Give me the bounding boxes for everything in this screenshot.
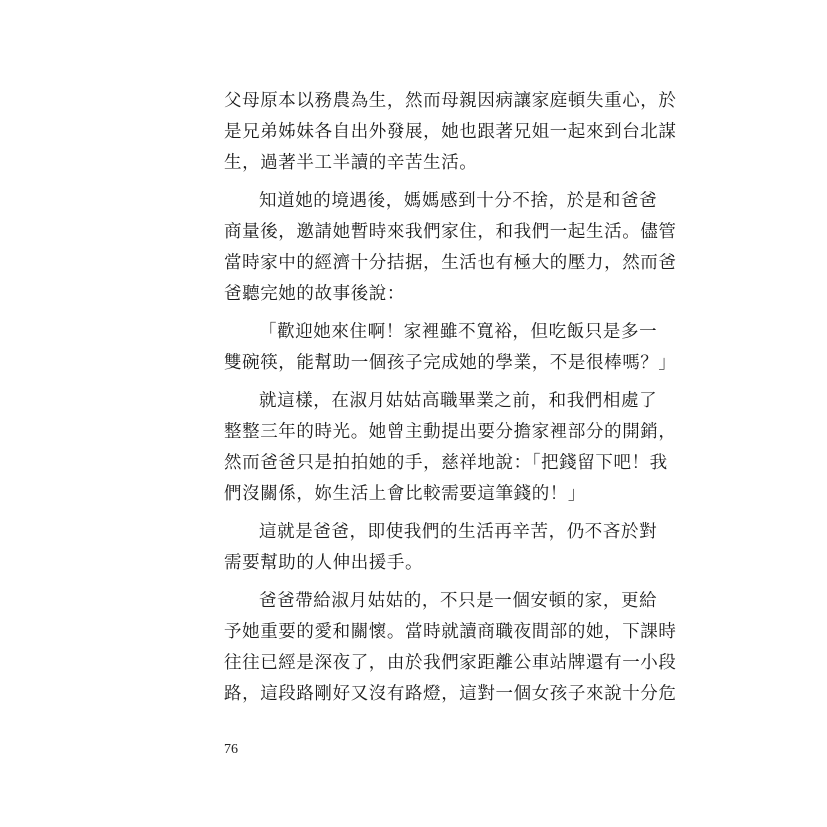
text-line: 整整三年的時光。她曾主動提出要分擔家裡部分的開銷， [224, 422, 677, 442]
text-line: 予她重要的愛和關懷。當時就讀商職夜間部的她，下課時 [224, 622, 677, 642]
page-number: 76 [224, 742, 238, 757]
text-line: 需要幫助的人伸出援手。 [224, 553, 424, 573]
text-line: 這就是爸爸，即使我們的生活再辛苦，仍不吝於對 [259, 522, 658, 542]
text-line: 然而爸爸只是拍拍她的手，慈祥地說：「把錢留下吧！我 [224, 453, 668, 473]
text-line: 們沒關係，妳生活上會比較需要這筆錢的！」 [224, 484, 586, 504]
text-line: 就這樣，在淑月姑姑高職畢業之前，和我們相處了 [259, 391, 658, 411]
text-line: 路，這段路剛好又沒有路燈，這對一個女孩子來說十分危 [224, 684, 677, 704]
text-line: 知道她的境遇後，媽媽感到十分不捨，於是和爸爸 [259, 191, 658, 211]
text-line: 生，過著半工半讀的辛苦生活。 [224, 153, 478, 173]
text-line: 爸聽完她的故事後說： [224, 284, 405, 304]
text-line: 父母原本以務農為生，然而母親因病讓家庭頓失重心，於 [224, 91, 677, 111]
body-text [224, 86, 677, 710]
text-line: 爸爸帶給淑月姑姑的，不只是一個安頓的家，更給 [259, 591, 658, 611]
quote-line: 「歡迎她來住啊！家裡雖不寬裕，但吃飯只是多一 [259, 322, 658, 342]
text-line: 商量後，邀請她暫時來我們家住，和我們一起生活。儘管 [224, 222, 677, 242]
text-line: 是兄弟姊妹各自出外發展，她也跟著兄姐一起來到台北謀 [224, 122, 677, 142]
quote-line: 雙碗筷，能幫助一個孩子完成她的學業，不是很棒嗎？」 [224, 353, 677, 373]
text-line: 當時家中的經濟十分拮据，生活也有極大的壓力，然而爸 [224, 253, 677, 273]
text-line: 往往已經是深夜了，由於我們家距離公車站牌還有一小段 [224, 653, 677, 673]
